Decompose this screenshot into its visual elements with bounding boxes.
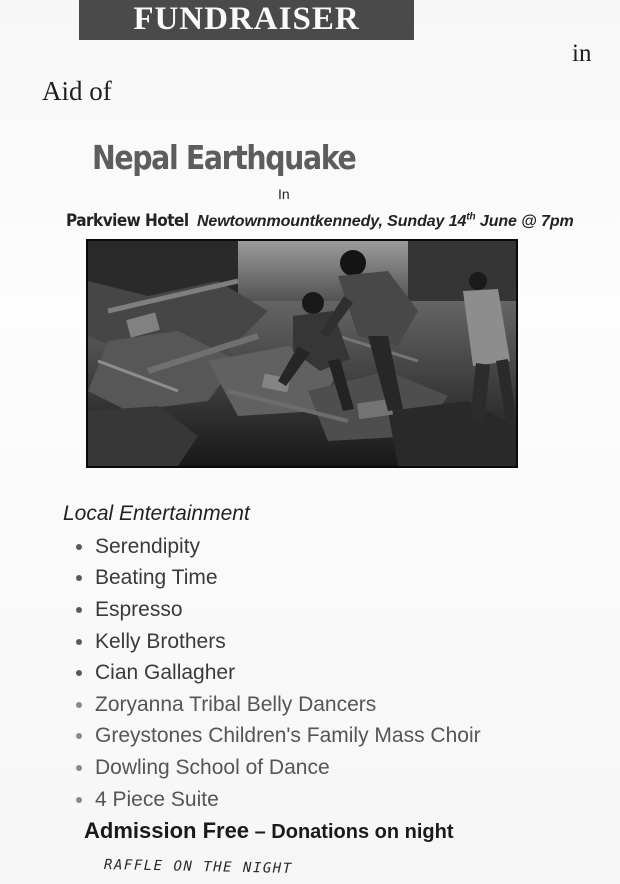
act-name: Dowling School of Dance (95, 755, 330, 779)
bullet-icon (76, 765, 82, 771)
admission-free: Admission Free (84, 818, 250, 843)
list-item (76, 657, 481, 689)
list-item (76, 689, 481, 721)
bullet-icon (76, 639, 82, 645)
venue-place-date: Newtownmountkennedy, Sunday 14 (196, 213, 467, 230)
date-ordinal: th (466, 211, 476, 223)
bullet-icon (76, 607, 82, 613)
bullet-icon (76, 575, 82, 581)
list-item (76, 784, 481, 816)
act-name: Beating Time (95, 566, 218, 590)
cause-headline: Nepal Earthquake (92, 138, 356, 177)
act-name: Cian Gallagher (95, 661, 236, 685)
act-name: Greystones Children's Family Mass Choir (95, 724, 481, 748)
venue-line (66, 211, 574, 231)
list-item (76, 721, 481, 753)
handwritten-note: RAFFLE ON THE NIGHT (103, 857, 293, 877)
venue-date-time (197, 213, 574, 230)
admission-line (84, 818, 453, 844)
list-item (76, 531, 481, 563)
list-item (76, 752, 481, 784)
act-name: Kelly Brothers (95, 629, 226, 653)
aid-of-text: Aid of (42, 76, 112, 106)
page-title: FUNDRAISER (133, 1, 360, 37)
earthquake-photo (86, 239, 518, 468)
bullet-icon (76, 733, 82, 739)
list-item (76, 594, 481, 626)
list-item (76, 626, 481, 658)
bullet-icon (76, 670, 82, 676)
title-banner (79, 0, 414, 40)
entertainment-list (76, 531, 481, 815)
bullet-icon (76, 702, 82, 708)
event-time: June @ 7pm (475, 213, 574, 230)
list-item (76, 563, 481, 595)
admission-dash: – (249, 821, 272, 843)
in-text: in (572, 40, 592, 67)
act-name: Espresso (95, 597, 183, 621)
act-name: Zoryanna Tribal Belly Dancers (95, 692, 377, 716)
donations-text: Donations on night (271, 821, 454, 843)
entertainment-heading: Local Entertainment (63, 502, 250, 525)
bullet-icon (76, 544, 82, 550)
venue-name: Parkview Hotel (66, 211, 189, 231)
bullet-icon (76, 797, 82, 803)
in-connector: In (278, 186, 290, 202)
act-name: 4 Piece Suite (95, 787, 219, 811)
act-name: Serendipity (95, 534, 201, 558)
